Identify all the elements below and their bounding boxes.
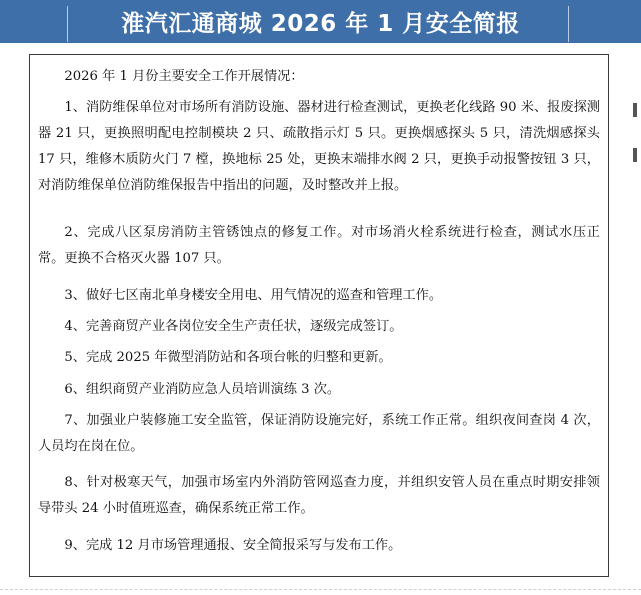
report-item-5: 5、完成 2025 年微型消防站和各项台帐的归整和更新。 — [64, 350, 392, 365]
report-item-8: 8、针对极寒天气，加强市场室内外消防管网巡查力度，并组织安管人员在重点时期安排领导带头 24 小时值班巡查，确保系统正常工作。 — [38, 475, 600, 516]
report-item-7: 7、加强业户装修施工安全监管，保证消防设施完好，系统工作正常。组织夜间查岗 4 次，人员均在岗在位。 — [38, 413, 600, 454]
title-divider-right — [568, 6, 569, 42]
report-item-9: 9、完成 12 月市场管理通报、安全简报采写与发布工作。 — [64, 538, 402, 553]
report-item-2: 2、完成八区泵房消防主管锈蚀点的修复工作。对市场消火栓系统进行检查，测试水压正常。更换不合格灭火器 107 只。 — [38, 225, 600, 266]
title-divider-left — [67, 6, 68, 42]
page-bottom-divider — [0, 589, 641, 590]
report-item-1: 1、消防维保单位对市场所有消防设施、器材进行检查测试，更换老化线路 90 米、报废探测器 21 只，更换照明配电控制模块 2 只、疏散指示灯 5 只。更换烟感探头 5 只，清洗烟感探头 17 只，维修木质防火门 7 樘，换地标 25 处，更换末端排水阀 2 只，更换手动报警按钮 3 只，对消防维保单位消防维保报告中指出的问题，及时整改并上报。 — [38, 100, 600, 193]
title-bar — [0, 0, 641, 43]
report-content-box — [29, 54, 609, 577]
report-item-6: 6、组织商贸产业消防应急人员培训演练 3 次。 — [64, 382, 341, 397]
page-title: 淮汽汇通商城 2026 年 1 月安全简报 — [121, 11, 520, 37]
margin-marker — [633, 148, 637, 162]
report-intro: 2026 年 1 月份主要安全工作开展情况： — [64, 69, 304, 84]
report-item-3: 3、做好七区南北单身楼安全用电、用气情况的巡查和管理工作。 — [64, 288, 443, 303]
margin-marker — [633, 103, 637, 117]
report-item-4: 4、完善商贸产业各岗位安全生产责任状，逐级完成签订。 — [64, 319, 403, 334]
